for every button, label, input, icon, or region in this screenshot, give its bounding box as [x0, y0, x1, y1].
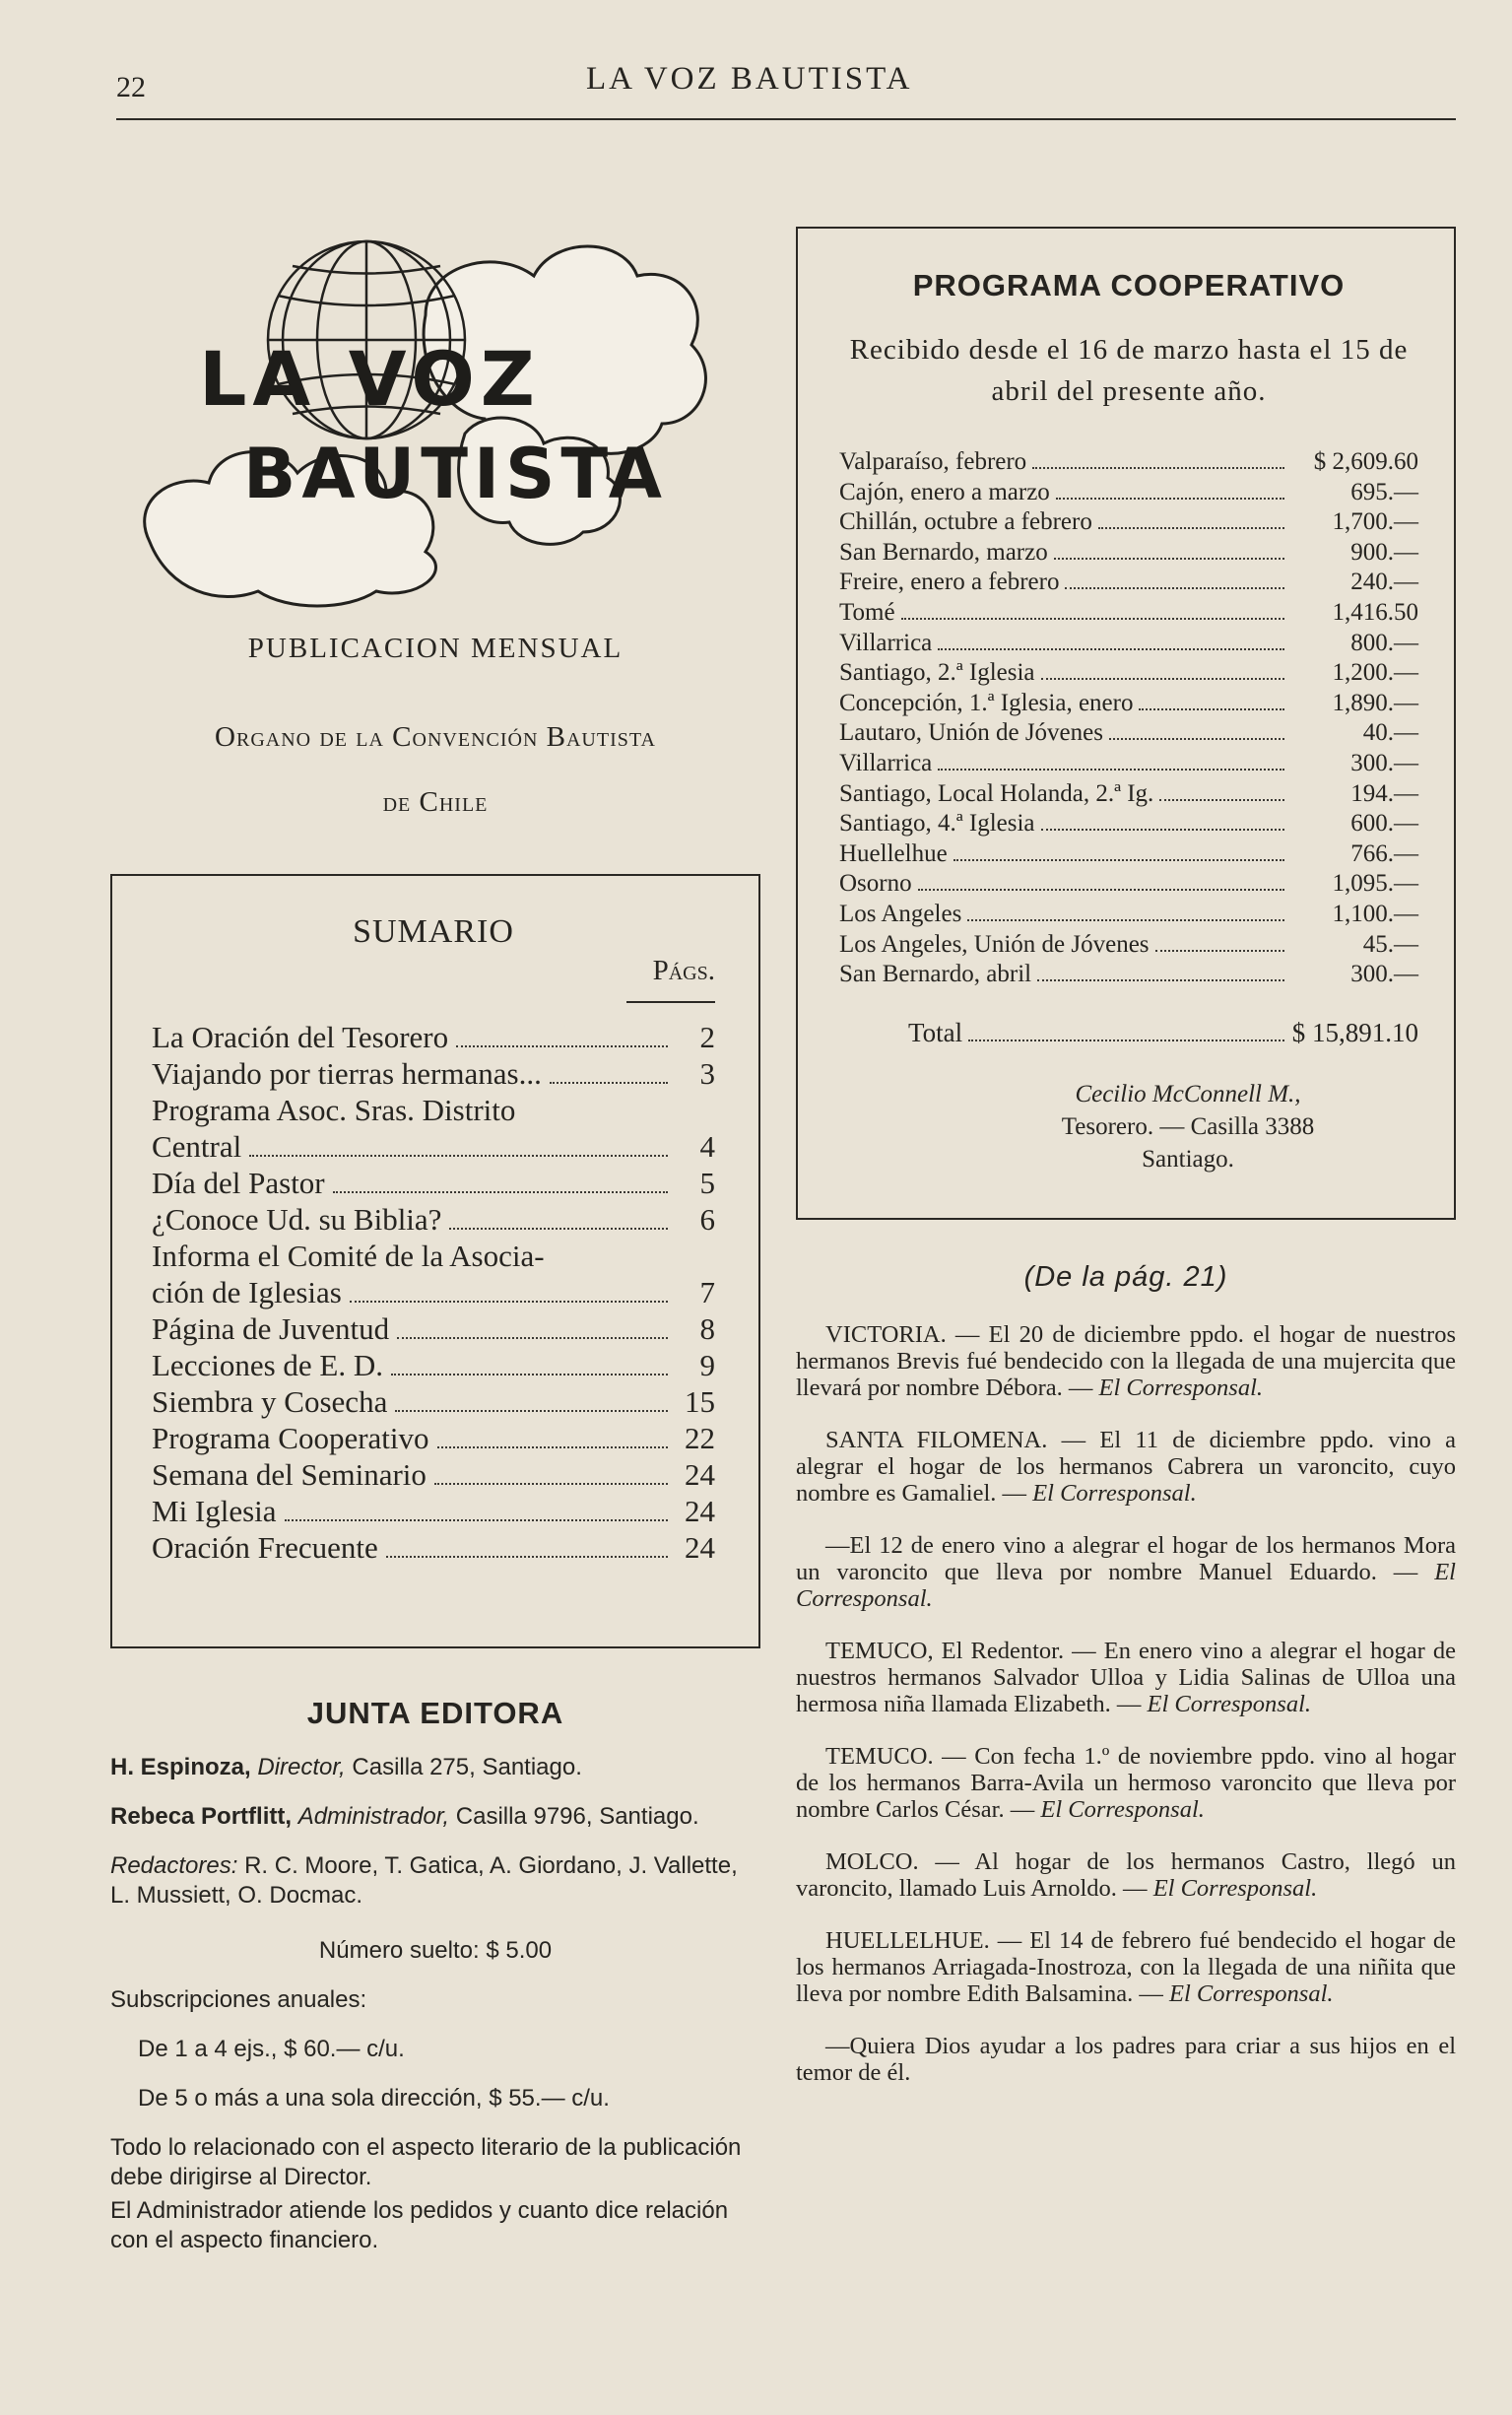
notice-paragraph — [796, 1532, 1456, 1612]
notice-text: TEMUCO, El Redentor. — En enero vino a alegrar el hogar de nuestros hermanos Salvador Ulloa y Lidia Salinas de Ulloa una hermosa niña llamada Elizabeth. — — [796, 1638, 1456, 1717]
contribution-dots — [1098, 527, 1284, 529]
contribution-dots — [1139, 708, 1284, 710]
admin-note: El Administrador atiende los pedidos y cuanto dice relación con el aspecto financiero. — [110, 2197, 729, 2253]
junta-title: JUNTA EDITORA — [306, 1696, 564, 1730]
notice-text: —Quiera Dios ayudar a los padres para criar a sus hijos en el temor de él. — [796, 2033, 1456, 2086]
toc-item-title: Mi Iglesia — [152, 1494, 277, 1528]
contribution-row — [839, 809, 1418, 839]
notice-paragraph — [796, 1427, 1456, 1507]
contribution-dots — [938, 648, 1284, 650]
toc-leader-dots — [285, 1519, 668, 1521]
toc-item — [152, 1493, 715, 1529]
contribution-row — [839, 447, 1418, 478]
contribution-row — [839, 930, 1418, 961]
contribution-amount: 600.— — [1350, 810, 1418, 838]
birth-notices — [796, 1321, 1456, 2086]
notice-text: VICTORIA. — El 20 de diciembre ppdo. el hogar de nuestros hermanos Brevis fué bendecido con la llegada de una mujercita que llevará por nombre Débora. — — [796, 1321, 1456, 1401]
contribution-dots — [1037, 979, 1284, 981]
subs-label: Subscripciones anuales: — [110, 1986, 367, 2013]
publication-type: PUBLICACION MENSUAL — [247, 633, 624, 664]
contribution-dots — [1032, 467, 1284, 469]
redactores-line — [110, 1851, 760, 1911]
toc-item-title: Programa Cooperativo — [152, 1421, 429, 1455]
toc-leader-dots — [434, 1483, 668, 1485]
contribution-dots — [1041, 678, 1284, 680]
toc-item-title: Lecciones de E. D. — [152, 1348, 383, 1382]
redactores-label: Redactores: — [110, 1852, 238, 1879]
notice-paragraph — [796, 1743, 1456, 1823]
contribution-amount: 45.— — [1362, 930, 1418, 958]
left-column — [110, 197, 760, 2275]
toc-item-title: Día del Pastor — [152, 1166, 325, 1200]
contribution-amount: 1,890.— — [1332, 689, 1418, 716]
organ-line-2: de Chile — [382, 786, 489, 818]
table-of-contents — [110, 874, 760, 1648]
notice-paragraph — [796, 2033, 1456, 2086]
notice-credit: El Corresponsal. — [796, 1559, 1456, 1612]
admin-role: Administrador, — [297, 1803, 450, 1830]
toc-leader-dots — [386, 1556, 668, 1558]
toc-item-title: La Oración del Tesorero — [152, 1020, 449, 1054]
notice-credit: El Corresponsal. — [1147, 1691, 1312, 1717]
toc-item — [152, 1092, 715, 1128]
contribution-source: Santiago, 4.ª Iglesia — [839, 810, 1035, 838]
contribution-source: Cajón, enero a marzo — [839, 478, 1050, 505]
admin-address: Casilla 9796, Santiago. — [455, 1803, 699, 1830]
contribution-amount: 1,100.— — [1332, 900, 1418, 927]
toc-item — [152, 1420, 715, 1456]
toc-leader-dots — [397, 1337, 668, 1339]
notice-text: TEMUCO. — Con fecha 1.º de noviembre ppdo. vino al hogar de los hermanos Barra-Avila un hermoso varoncito que lleva por nombre Carlos César. — — [796, 1743, 1456, 1823]
contribution-dots — [1155, 950, 1284, 952]
director-role: Director, — [257, 1754, 346, 1780]
numero-suelto: Número suelto: $ 5.00 — [318, 1937, 553, 1964]
contribution-dots — [1159, 799, 1284, 801]
notice-text: HUELLELHUE. — El 14 de febrero fué bendecido el hogar de los hermanos Arriagada-Inostroza, con la llegada de una niñita que lleva por nombre Edith Balsamina. — — [796, 1927, 1456, 2007]
editorial-note: Todo lo relacionado con el aspecto literario de la publicación debe dirigirse al Director. — [110, 2134, 742, 2190]
toc-leader-dots — [249, 1155, 668, 1157]
contribution-amount: 800.— — [1350, 629, 1418, 656]
toc-item-title: Página de Juventud — [152, 1311, 390, 1346]
contribution-amount: 194.— — [1350, 779, 1418, 807]
contribution-row — [839, 629, 1418, 659]
contribution-dots — [918, 889, 1284, 891]
toc-item — [152, 1055, 715, 1092]
contribution-row — [839, 718, 1418, 749]
toc-item — [152, 1529, 715, 1566]
masthead-line-2: BAUTISTA — [243, 434, 668, 514]
contribution-amount: 1,095.— — [1332, 870, 1418, 898]
continued-from-heading: (De la pág. 21) — [1023, 1261, 1228, 1293]
right-column — [796, 227, 1456, 2112]
toc-item-page: 15 — [685, 1384, 715, 1419]
contribution-row — [839, 869, 1418, 900]
director-address: Casilla 275, Santiago. — [352, 1754, 582, 1780]
toc-item-page: 7 — [699, 1275, 715, 1309]
toc-item-title: ción de Iglesias — [152, 1275, 342, 1309]
toc-item-title: Siembra y Cosecha — [152, 1384, 388, 1419]
toc-leader-dots — [350, 1301, 668, 1303]
signer-title: Tesorero. — Casilla 3388 — [1061, 1112, 1315, 1140]
notice-credit: El Corresponsal. — [1098, 1375, 1264, 1401]
programa-title: PROGRAMA COOPERATIVO — [912, 268, 1346, 302]
contribution-amount: 300.— — [1350, 749, 1418, 776]
total-dots — [968, 1040, 1284, 1041]
contribution-source: Concepción, 1.ª Iglesia, enero — [839, 689, 1134, 716]
contribution-source: Chillán, octubre a febrero — [839, 508, 1092, 536]
toc-leader-dots — [456, 1045, 668, 1047]
toc-item — [152, 1165, 715, 1201]
contribution-amount: 766.— — [1350, 839, 1418, 867]
toc-item-title: Central — [152, 1129, 242, 1164]
contribution-row — [839, 568, 1418, 598]
page-number: 22 — [116, 71, 146, 103]
contribution-source: Los Angeles — [839, 900, 962, 927]
contribution-dots — [953, 859, 1284, 861]
toc-item-title: ¿Conoce Ud. su Biblia? — [152, 1202, 442, 1237]
contribution-source: Villarrica — [839, 749, 933, 776]
notice-credit: El Corresponsal. — [1168, 1980, 1334, 2007]
toc-item — [152, 1238, 715, 1274]
toc-item — [152, 1383, 715, 1420]
contribution-total — [839, 1018, 1418, 1048]
toc-item — [152, 1128, 715, 1165]
contribution-source: Osorno — [839, 870, 912, 898]
contribution-amount: 1,200.— — [1332, 659, 1418, 687]
contribution-row — [839, 658, 1418, 689]
signer-city: Santiago. — [1142, 1145, 1234, 1173]
contribution-row — [839, 960, 1418, 990]
admin-name: Rebeca Portflitt, — [110, 1803, 293, 1830]
toc-item — [152, 1201, 715, 1238]
toc-leader-dots — [437, 1446, 668, 1448]
contribution-dots — [967, 919, 1284, 921]
toc-item-page: 24 — [685, 1494, 715, 1528]
programa-cooperativo-box — [796, 227, 1456, 1220]
contribution-amount: 40.— — [1362, 719, 1418, 747]
toc-pages-header: Págs. — [626, 955, 715, 1003]
notice-credit: El Corresponsal. — [1152, 1875, 1318, 1902]
contribution-amount: 1,416.50 — [1332, 598, 1418, 626]
contribution-amount: $ 2,609.60 — [1313, 448, 1418, 475]
contribution-row — [839, 507, 1418, 538]
notice-paragraph — [796, 1321, 1456, 1401]
toc-item-title: Semana del Seminario — [152, 1457, 427, 1492]
director-name: H. Espinoza, — [110, 1754, 251, 1780]
contribution-source: Santiago, Local Holanda, 2.ª Ig. — [839, 779, 1154, 807]
contribution-row — [839, 839, 1418, 870]
toc-item-page: 24 — [685, 1457, 715, 1492]
contribution-row — [839, 538, 1418, 569]
notice-paragraph — [796, 1638, 1456, 1717]
contribution-amount: 1,700.— — [1332, 508, 1418, 536]
contribution-row — [839, 689, 1418, 719]
contribution-amount: 695.— — [1350, 478, 1418, 505]
contribution-row — [839, 900, 1418, 930]
toc-leader-dots — [449, 1228, 668, 1230]
running-title: LA VOZ BAUTISTA — [586, 61, 913, 97]
toc-item-page: 4 — [699, 1129, 715, 1164]
total-label: Total — [908, 1017, 963, 1047]
toc-item-title: Oración Frecuente — [152, 1530, 378, 1565]
contribution-source: San Bernardo, abril — [839, 961, 1032, 988]
toc-item — [152, 1456, 715, 1493]
notice-paragraph — [796, 1848, 1456, 1902]
contribution-row — [839, 779, 1418, 810]
contribution-row — [839, 749, 1418, 779]
toc-leader-dots — [395, 1410, 668, 1412]
signer-name: Cecilio McConnell M., — [1075, 1080, 1301, 1107]
contribution-source: Valparaíso, febrero — [839, 448, 1027, 475]
toc-list — [152, 1019, 715, 1566]
contribution-dots — [938, 769, 1284, 771]
contribution-amount: 900.— — [1350, 538, 1418, 566]
redactores-names: R. C. Moore, T. Gatica, A. Giordano, J. Vallette, L. Mussiett, O. Docmac. — [110, 1852, 738, 1909]
publication-organ — [110, 704, 760, 835]
toc-item — [152, 1019, 715, 1055]
toc-item-page: 8 — [699, 1311, 715, 1346]
subs-tier-2: De 5 o más a una sola dirección, $ 55.— c/u. — [138, 2085, 610, 2112]
contribution-amount: 300.— — [1350, 961, 1418, 988]
toc-title: SUMARIO — [353, 913, 514, 950]
masthead-line-1: LA VOZ — [199, 335, 541, 423]
toc-item — [152, 1274, 715, 1310]
total-amount: $ 15,891.10 — [1291, 1017, 1418, 1047]
contribution-source: Huellelhue — [839, 839, 948, 867]
toc-item-title: Viajando por tierras hermanas... — [152, 1056, 542, 1091]
notice-credit: El Corresponsal. — [1032, 1480, 1197, 1507]
contribution-row — [839, 598, 1418, 629]
header-rule — [116, 118, 1456, 120]
contribution-source: Lautaro, Unión de Jóvenes — [839, 719, 1103, 747]
admin-line — [110, 1802, 760, 1832]
toc-leader-dots — [550, 1082, 668, 1084]
contribution-list — [839, 447, 1418, 990]
contribution-amount: 240.— — [1350, 569, 1418, 596]
toc-item-page: 3 — [699, 1056, 715, 1091]
notice-text: SANTA FILOMENA. — El 11 de diciembre ppdo. vino a alegrar el hogar de los hermanos Cabrera un varoncito, cuyo nombre es Gamaliel. — — [796, 1427, 1456, 1507]
toc-item-page: 6 — [699, 1202, 715, 1237]
contribution-source: Villarrica — [839, 629, 933, 656]
toc-leader-dots — [391, 1374, 668, 1375]
toc-item — [152, 1347, 715, 1383]
contribution-dots — [1065, 587, 1284, 589]
notice-credit: El Corresponsal. — [1040, 1796, 1205, 1823]
toc-item-page: 5 — [699, 1166, 715, 1200]
subs-tier-1: De 1 a 4 ejs., $ 60.— c/u. — [138, 2036, 405, 2062]
notice-text: MOLCO. — Al hogar de los hermanos Castro, llegó un varoncito, llamado Luis Arnoldo. — — [796, 1848, 1456, 1902]
toc-item-page: 9 — [699, 1348, 715, 1382]
contribution-dots — [1054, 558, 1284, 560]
contribution-dots — [1109, 738, 1284, 740]
organ-line-1: Organo de la Convención Bautista — [215, 721, 656, 753]
toc-item-title: Programa Asoc. Sras. Distrito — [152, 1093, 516, 1127]
contribution-row — [839, 478, 1418, 508]
notice-text: —El 12 de enero vino a alegrar el hogar de los hermanos Mora un varoncito que lleva por nombre Manuel Eduardo. — — [796, 1532, 1456, 1585]
masthead-logo — [130, 197, 721, 611]
programa-intro: Recibido desde el 16 de marzo hasta el 15 de abril del presente año. — [849, 334, 1409, 407]
toc-item-page: 2 — [699, 1020, 715, 1054]
contribution-dots — [901, 618, 1284, 620]
contribution-source: Tomé — [839, 598, 895, 626]
toc-leader-dots — [333, 1191, 668, 1193]
contribution-source: Santiago, 2.ª Iglesia — [839, 659, 1035, 687]
toc-item-title: Informa el Comité de la Asocia- — [152, 1239, 545, 1273]
contribution-source: Freire, enero a febrero — [839, 569, 1060, 596]
contribution-source: Los Angeles, Unión de Jóvenes — [839, 930, 1150, 958]
director-line — [110, 1753, 760, 1782]
toc-item — [152, 1310, 715, 1347]
toc-item-page: 22 — [685, 1421, 715, 1455]
contribution-dots — [1056, 498, 1284, 500]
treasurer-signature — [957, 1078, 1418, 1175]
contribution-dots — [1041, 829, 1284, 831]
toc-item-page: 24 — [685, 1530, 715, 1565]
notice-paragraph — [796, 1927, 1456, 2007]
contribution-source: San Bernardo, marzo — [839, 538, 1048, 566]
